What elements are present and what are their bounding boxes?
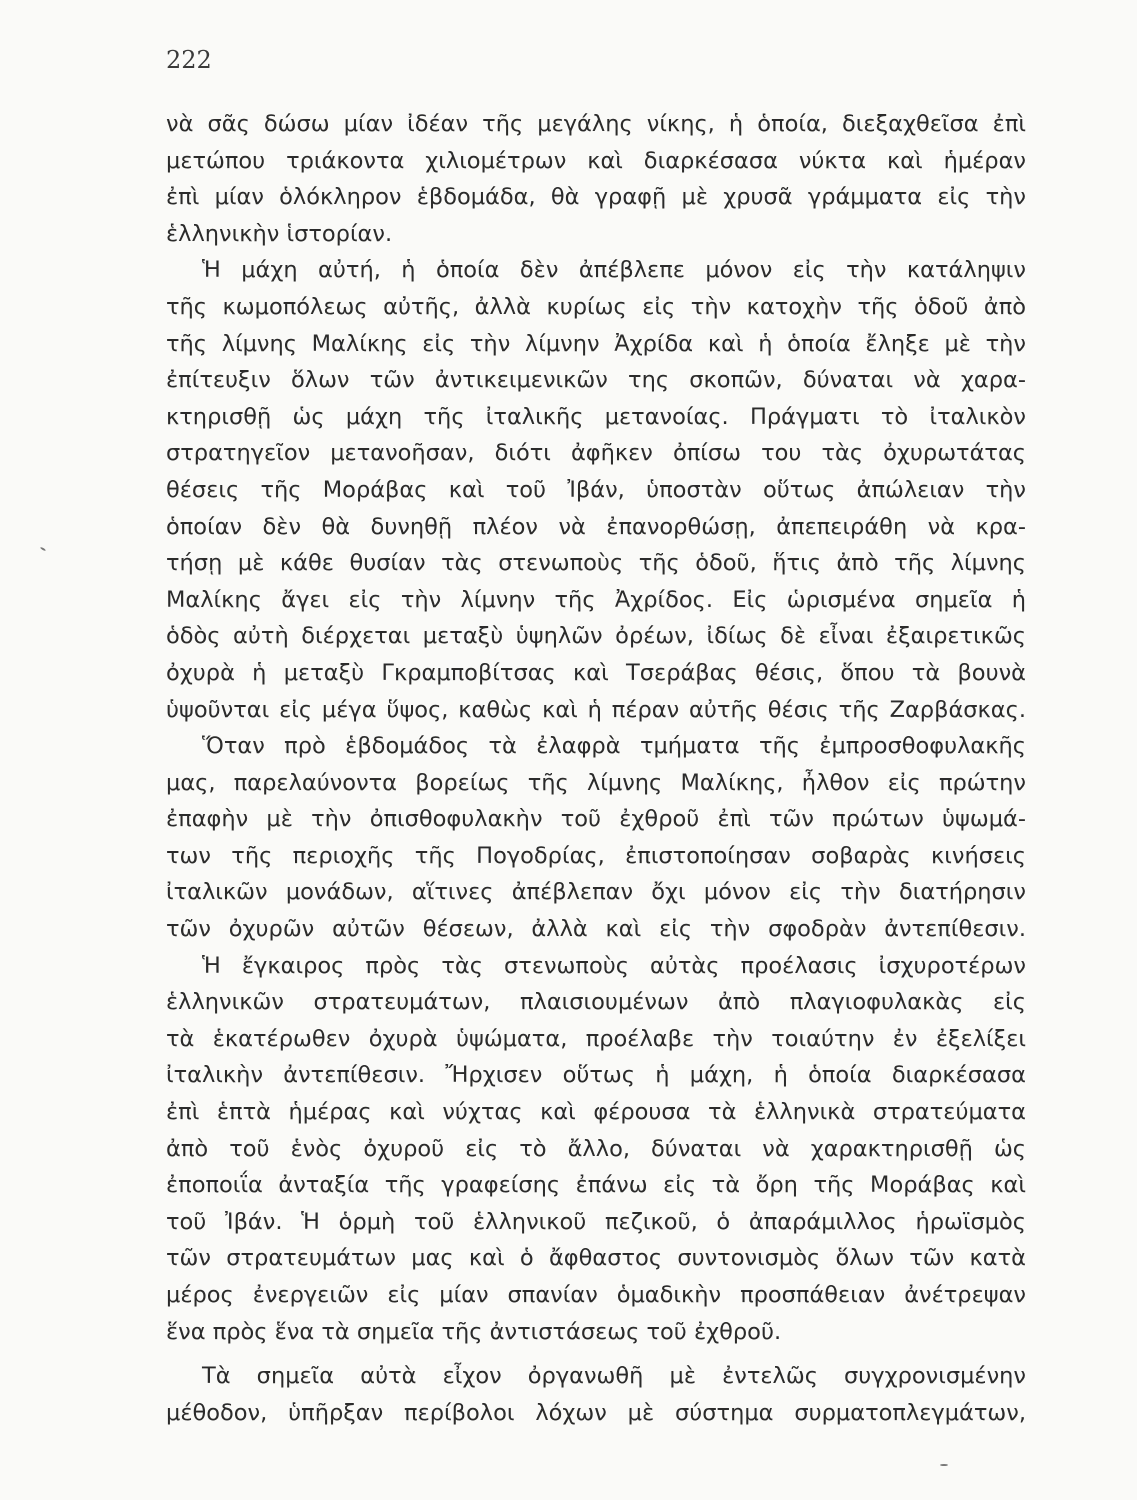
text-line: κτηρισθῇ ὡς μάχη τῆς ἰταλικῆς μετανοίας. Πράγματι τὸ ἰταλικὸν: [166, 403, 1026, 430]
paragraph-start-line: Ὅταν πρὸ ἑβδομάδος τὰ ἐλαφρὰ τμήματα τῆς ἐμπροσθοφυλακῆς: [202, 733, 1026, 760]
text-line: μέθοδον, ὑπῆρξαν περίβολοι λόχων μὲ σύστημα συρματοπλεγμάτων,: [166, 1399, 1026, 1426]
paragraph-start-line: Ἡ ἔγκαιρος πρὸς τὰς στενωποὺς αὐτὰς προέλασις ἰσχυροτέρων: [202, 952, 1026, 979]
text-line: ἐπὶ ἑπτὰ ἡμέρας καὶ νύχτας καὶ φέρουσα τὰ ἑλληνικὰ στρατεύματα: [166, 1099, 1026, 1126]
text-line: ἕνα πρὸς ἕνα τὰ σημεῖα τῆς ἀντιστάσεως τοῦ ἐχθροῦ.: [166, 1318, 782, 1345]
text-line: ὁδὸς αὐτὴ διέρχεται μεταξὺ ὑψηλῶν ὀρέων, ἰδίως δὲ εἶναι ἐξαιρετικῶς: [166, 623, 1026, 650]
text-line: ὁποίαν δὲν θὰ δυνηθῇ πλέον νὰ ἐπανορθώσῃ, ἀπεπειράθη νὰ κρα-: [166, 513, 1026, 540]
text-line: τῶν στρατευμάτων μας καὶ ὁ ἄφθαστος συντονισμὸς ὅλων τῶν κατὰ: [166, 1245, 1026, 1272]
text-line: ἰταλικὴν ἀντεπίθεσιν. Ἤρχισεν οὕτως ἡ μάχη, ἡ ὁποία διαρκέσασα: [166, 1062, 1026, 1089]
text-line: ἀπὸ τοῦ ἑνὸς ὀχυροῦ εἰς τὸ ἄλλο, δύναται νὰ χαρακτηρισθῇ ὡς: [166, 1135, 1026, 1162]
paper-speck: [940, 1464, 948, 1466]
text-line: μετώπου τριάκοντα χιλιομέτρων καὶ διαρκέσασα νύκτα καὶ ἡμέραν: [166, 147, 1026, 174]
text-line: μέρος ἐνεργειῶν εἰς μίαν σπανίαν ὁμαδικὴν προσπάθειαν ἀνέτρεψαν: [166, 1282, 1026, 1308]
text-line: μας, παρελαύνοντα βορείως τῆς λίμνης Μαλίκης, ἦλθον εἰς πρώτην: [166, 769, 1026, 796]
text-line: ὑψοῦνται εἰς μέγα ὕψος, καθὼς καὶ ἡ πέραν αὐτῆς θέσις τῆς Ζαρβάσκας.: [166, 696, 1026, 723]
text-line: ὀχυρὰ ἡ μεταξὺ Γκραμποβίτσας καὶ Τσεράβας θέσις, ὅπου τὰ βουνὰ: [166, 659, 1026, 686]
text-line: τὰ ἑκατέρωθεν ὀχυρὰ ὑψώματα, προέλαβε τὴν τοιαύτην ἐν ἐξελίξει: [166, 1025, 1026, 1052]
paragraph-start-line: Ἡ μάχη αὐτή, ἡ ὁποία δὲν ἀπέβλεπε μόνον εἰς τὴν κατάληψιν: [202, 257, 1026, 284]
text-line: στρατηγεῖον μετανοῆσαν, διότι ἀφῆκεν ὀπίσω του τὰς ὀχυρωτάτας: [166, 440, 1026, 467]
text-line: ἐπὶ μίαν ὁλόκληρον ἑβδομάδα, θὰ γραφῇ μὲ χρυσᾶ γράμματα εἰς τὴν: [166, 184, 1026, 211]
text-line: των τῆς περιοχῆς τῆς Πογοδρίας, ἐπιστοποίησαν σοβαρὰς κινήσεις: [166, 842, 1026, 869]
text-line: Μαλίκης ἄγει εἰς τὴν λίμνην τῆς Ἀχρίδος. Εἰς ὡρισμένα σημεῖα ἡ: [166, 586, 1026, 613]
text-line: τῆς λίμνης Μαλίκης εἰς τὴν λίμνην Ἀχρίδα καὶ ἡ ὁποία ἔληξε μὲ τὴν: [166, 330, 1026, 357]
text-line: τῶν ὀχυρῶν αὐτῶν θέσεων, ἀλλὰ καὶ εἰς τὴν σφοδρὰν ἀντεπίθεσιν.: [166, 916, 1026, 943]
text-line: τήσῃ μὲ κάθε θυσίαν τὰς στενωποὺς τῆς ὁδοῦ, ἥτις ἀπὸ τῆς λίμνης: [166, 550, 1026, 577]
paper-speck: [40, 547, 46, 552]
text-line: τοῦ Ἰβάν. Ἡ ὁρμὴ τοῦ ἑλληνικοῦ πεζικοῦ, ὁ ἀπαράμιλλος ἡρωϊσμὸς: [166, 1208, 1026, 1235]
text-line: ἰταλικῶν μονάδων, αἵτινες ἀπέβλεπαν ὄχι μόνον εἰς τὴν διατήρησιν: [166, 879, 1026, 906]
text-line: τῆς κωμοπόλεως αὐτῆς, ἀλλὰ κυρίως εἰς τὴν κατοχὴν τῆς ὁδοῦ ἀπὸ: [166, 293, 1026, 320]
page-number: 222: [166, 46, 212, 74]
paragraph-start-line: Τὰ σημεῖα αὐτὰ εἶχον ὀργανωθῆ μὲ ἐντελῶς συγχρονισμένην: [202, 1363, 1026, 1390]
body-text: [166, 106, 1026, 1431]
text-line: ἐπίτευξιν ὅλων τῶν ἀντικειμενικῶν της σκοπῶν, δύναται νὰ χαρα-: [166, 367, 1026, 394]
text-line: ἑλληνικὴν ἱστορίαν.: [166, 220, 393, 247]
text-line: ἐπαφὴν μὲ τὴν ὀπισθοφυλακὴν τοῦ ἐχθροῦ ἐπὶ τῶν πρώτων ὑψωμά-: [166, 806, 1026, 833]
text-line: θέσεις τῆς Μοράβας καὶ τοῦ Ἰβάν, ὑποστὰν οὕτως ἀπώλειαν τὴν: [166, 476, 1026, 503]
text-line: νὰ σᾶς δώσω μίαν ἰδέαν τῆς μεγάλης νίκης, ἡ ὁποία, διεξαχθεῖσα ἐπὶ: [166, 111, 1026, 137]
text-line: ἑλληνικῶν στρατευμάτων, πλαισιουμένων ἀπὸ πλαγιοφυλακὰς εἰς: [166, 989, 1026, 1016]
text-line: ἐποποιΐα ἀνταξία τῆς γραφείσης ἐπάνω εἰς τὰ ὄρη τῆς Μοράβας καὶ: [166, 1172, 1026, 1199]
